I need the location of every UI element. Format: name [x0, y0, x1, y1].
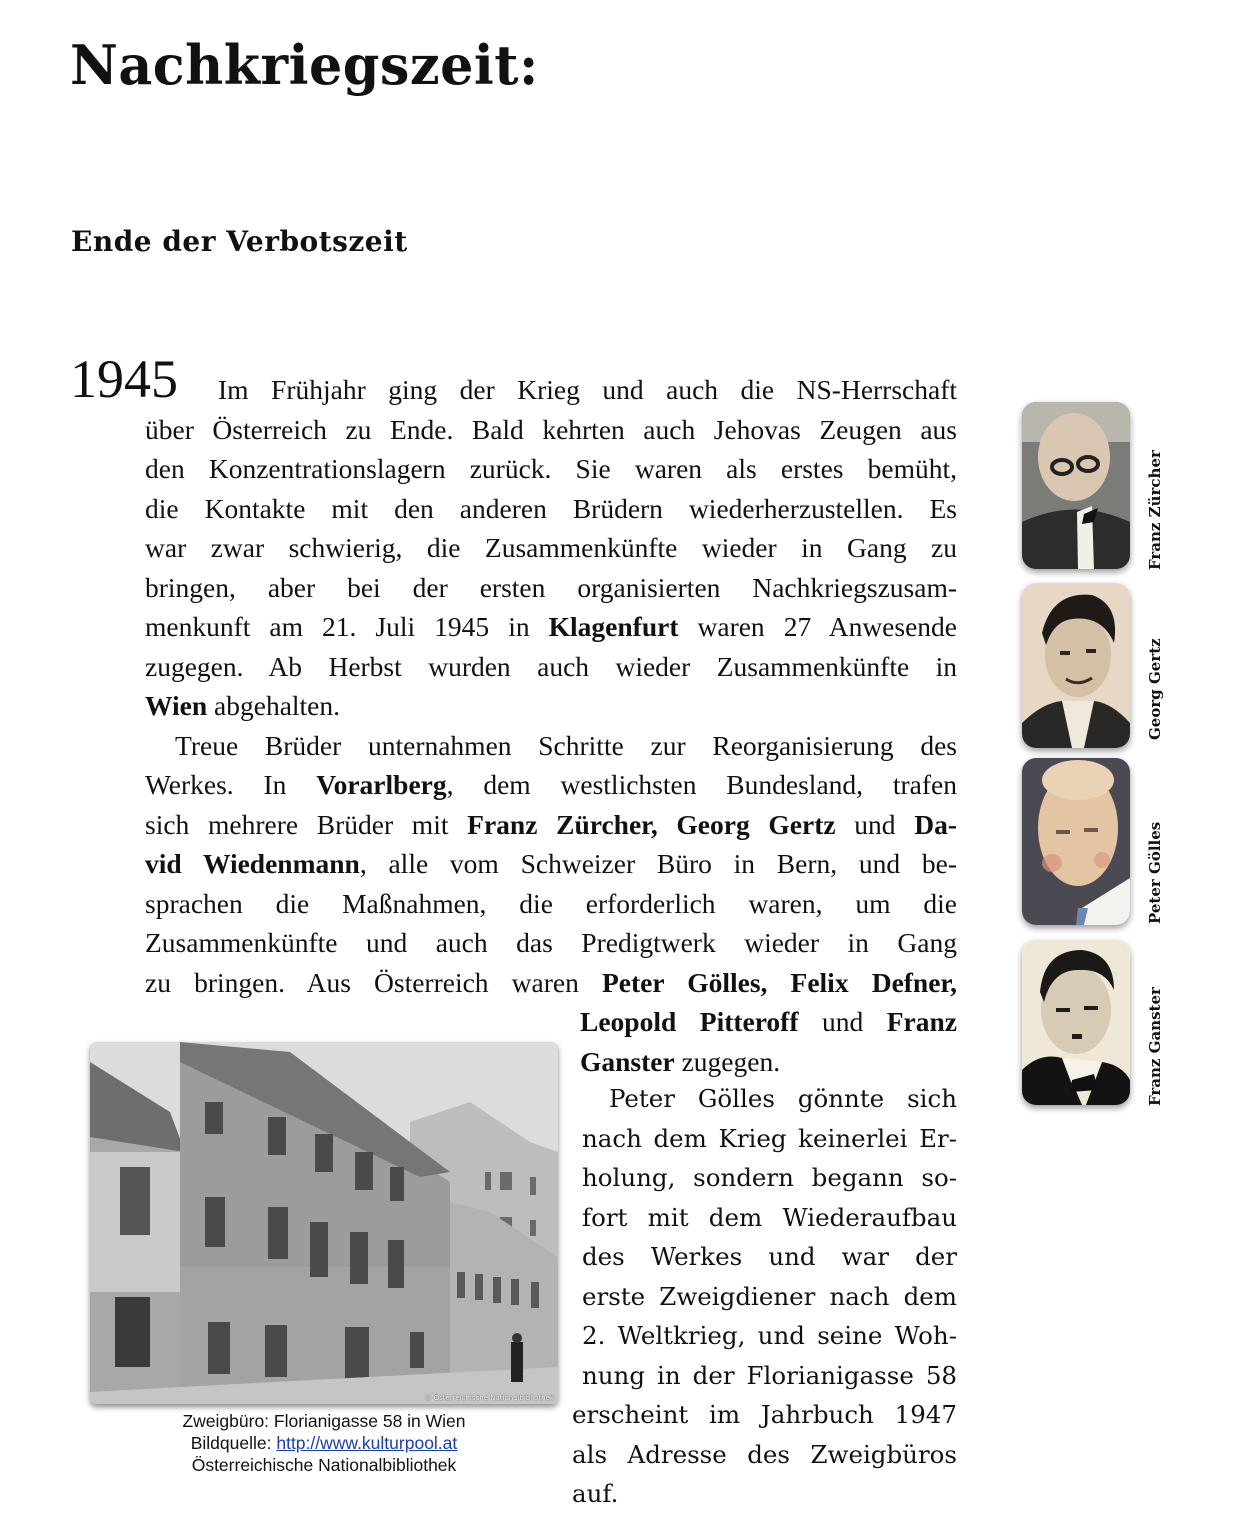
body-text-line: [572, 1400, 957, 1429]
text-run: , dem westlichsten Bundesland, trafen: [446, 769, 957, 800]
emphasized-name: Da-: [914, 808, 957, 840]
text-run: erscheint im Jahrbuch 1947: [572, 1400, 957, 1429]
text-run: als Adresse des Zweigbüros: [572, 1439, 957, 1469]
text-run: 2. Weltkrieg, und seine Woh-: [582, 1321, 957, 1350]
text-run: den Konzentrationslagern zurück. Sie waren als erstes bemüht,: [145, 453, 957, 484]
text-run: menkunft am 21. Juli 1945 in: [145, 611, 549, 642]
body-text-line: [145, 808, 957, 840]
body-text-line: [218, 376, 957, 404]
body-text-line: [582, 1321, 957, 1350]
body-text-line: [609, 1084, 957, 1113]
text-run: und: [835, 808, 915, 840]
text-run: erste Zweigdiener nach dem: [582, 1281, 957, 1311]
text-run: fort mit dem Wiederaufbau: [582, 1202, 957, 1232]
body-text-line: [582, 1123, 957, 1153]
portrait-franz-ganster: [1022, 940, 1130, 1105]
body-text-line: [582, 1202, 957, 1232]
text-run: Treue Brüder unternahmen Schritte zur Reorganisierung des: [175, 729, 957, 761]
text-run: sprachen die Maßnahmen, die erforderlich waren, um die: [145, 887, 957, 919]
text-run: zu bringen. Aus Österreich waren: [145, 966, 602, 998]
text-run: des Werkes und war der: [582, 1242, 957, 1271]
text-run: zugegen.: [674, 1045, 781, 1077]
portrait-image: [1022, 402, 1130, 569]
body-text-line: [582, 1360, 957, 1390]
text-run: sich mehrere Brüder mit: [145, 808, 468, 840]
text-run: die Kontakte mit den anderen Brüdern wiederherzustellen. Es: [145, 492, 957, 524]
text-run: Werkes. In: [145, 769, 317, 800]
body-text-line: [580, 1045, 957, 1077]
portrait-label-peter-goelles: Peter Gölles: [1146, 821, 1164, 924]
caption-source-label: Bildquelle:: [190, 1433, 277, 1453]
body-text-line: [582, 1242, 957, 1271]
text-run: abgehalten.: [207, 690, 341, 721]
text-run: Im Frühjahr ging der Krieg und auch die NS-Herrschaft: [218, 374, 957, 405]
portrait-image: [1022, 758, 1130, 925]
text-run: holung, sondern begann so-: [582, 1163, 957, 1192]
emphasized-name: Franz Zürcher, Georg Gertz: [467, 808, 836, 840]
text-run: waren 27 Anwesende: [678, 611, 957, 642]
emphasized-name: Franz: [886, 1006, 958, 1037]
portrait-image: [1022, 583, 1130, 748]
body-text-line: [145, 534, 957, 562]
text-run: nung in der Florianigasse 58: [582, 1360, 957, 1390]
text-run: über Österreich zu Ende. Bald kehrten auch Jehovas Zeugen aus: [145, 413, 957, 445]
body-text-line: [145, 887, 957, 919]
body-text-line: [145, 613, 957, 641]
body-text-line: [145, 929, 957, 957]
photo-caption-credit: Österreichische Nationalbibliothek: [191, 1455, 457, 1475]
emphasized-name: Ganster: [580, 1045, 675, 1077]
body-text-line: [145, 966, 957, 998]
section-title: Ende der Verbotszeit: [71, 225, 408, 258]
text-run: und: [798, 1006, 887, 1037]
body-text-line: [145, 571, 957, 603]
body-text-line: [145, 650, 957, 682]
portrait-label-georg-gertz: Georg Gertz: [1146, 638, 1164, 740]
portrait-label-franz-ganster: Franz Ganster: [1146, 987, 1164, 1106]
body-text-line: [145, 492, 957, 524]
photo-caption-source: [90, 1433, 558, 1454]
body-text-line: [572, 1439, 957, 1469]
body-text-line: [582, 1163, 957, 1192]
emphasized-name: vid Wiedenmann: [145, 848, 360, 879]
portrait-peter-goelles: [1022, 758, 1130, 925]
body-text-line: [145, 692, 957, 720]
page-title: Nachkriegszeit:: [70, 33, 539, 97]
building-photo: [90, 1042, 558, 1404]
body-text-line: [145, 413, 957, 445]
emphasized-name: Vorarlberg: [316, 769, 447, 800]
portrait-label-franz-zuercher: Franz Zürcher: [1146, 450, 1164, 570]
body-text-line: [572, 1479, 957, 1508]
body-text-line: [580, 1008, 957, 1036]
building-illustration: [90, 1042, 558, 1404]
emphasized-name: Wien: [145, 690, 208, 721]
body-text-line: [145, 850, 957, 878]
text-run: zugegen. Ab Herbst wurden auch wieder Zusammenkünfte in: [145, 650, 957, 682]
body-text-line: [582, 1281, 957, 1311]
text-run: Peter Gölles gönnte sich: [609, 1084, 957, 1113]
emphasized-name: Peter Gölles, Felix Defner,: [602, 966, 957, 998]
text-run: war zwar schwierig, die Zusammenkünfte wieder in Gang zu: [145, 532, 957, 563]
emphasized-name: Klagenfurt: [548, 611, 679, 642]
text-run: , alle vom Schweizer Büro in Bern, und be-: [359, 848, 957, 879]
portrait-franz-zuercher: [1022, 402, 1130, 569]
year-marker: 1945: [70, 349, 178, 409]
body-text-line: [175, 729, 957, 761]
portrait-image: [1022, 940, 1130, 1105]
emphasized-name: Leopold Pitteroff: [580, 1006, 799, 1037]
portrait-georg-gertz: [1022, 583, 1130, 748]
text-run: Zusammenkünfte und auch das Predigtwerk wieder in Gang: [145, 927, 957, 958]
photo-caption-title: Zweigbüro: Florianigasse 58 in Wien: [182, 1411, 466, 1431]
body-text-line: [145, 455, 957, 483]
text-run: bringen, aber bei der ersten organisierten Nachkriegszusam-: [145, 571, 957, 603]
photo-copyright: © Österreichische Nationalbibliothek: [424, 1394, 554, 1402]
body-text-line: [145, 771, 957, 799]
text-run: auf.: [572, 1479, 619, 1508]
kulturpool-link[interactable]: http://www.kulturpool.at: [276, 1433, 458, 1453]
text-run: nach dem Krieg keinerlei Er-: [582, 1123, 957, 1153]
